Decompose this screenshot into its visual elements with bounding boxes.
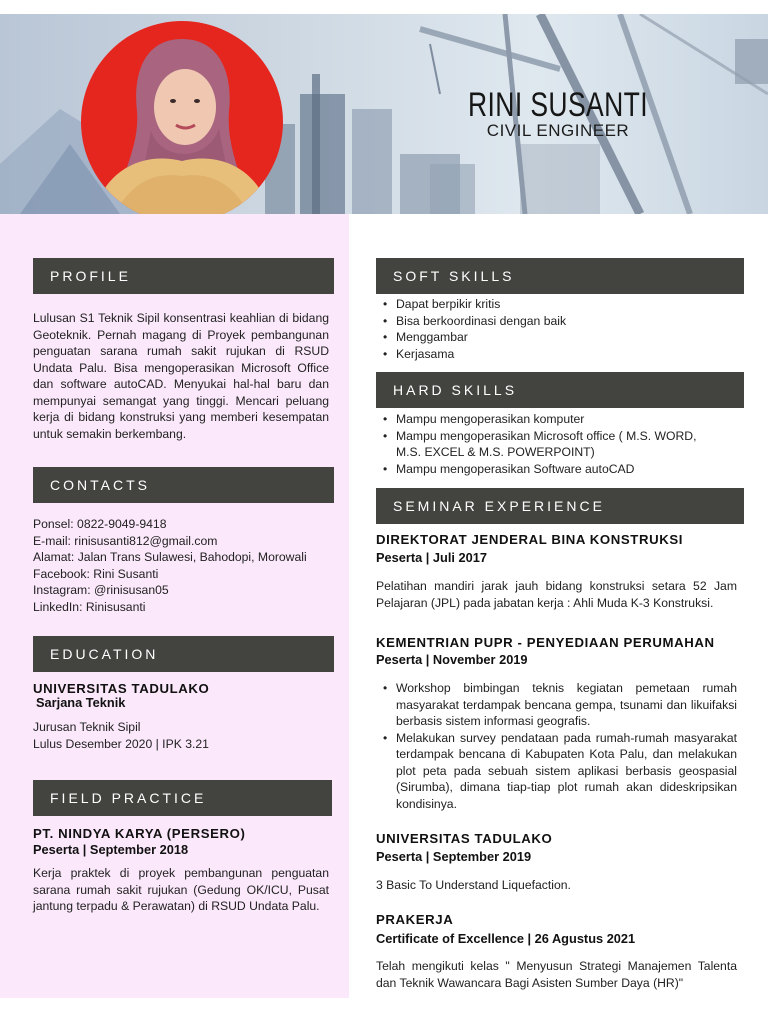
education-school: UNIVERSITAS TADULAKO: [33, 681, 210, 696]
education-degree: Sarjana Teknik: [36, 695, 126, 710]
hard-skills-list: [376, 411, 720, 477]
seminar-org-4: PRAKERJA: [376, 912, 454, 927]
list-item: • Workshop bimbingan teknis kegiatan pemetaan rumah masyarakat terdampak bencana gempa, tsunami dan likuifaksi berbasis sistem informasi geografis.: [376, 680, 737, 730]
hard-skills-heading: HARD SKILLS: [376, 372, 744, 408]
seminar-role-3: Peserta | September 2019: [376, 849, 532, 864]
person-name: RINI SUSANTI: [467, 86, 649, 124]
education-heading: EDUCATION: [33, 636, 334, 672]
seminar-text-4: Telah mengikuti kelas " Menyusun Strategi Manajemen Talenta dan Teknik Wawancara Bagi Asisten Sumber Daya (HR)": [376, 959, 737, 990]
contact-linkedin: LinkedIn: Rinisusanti: [33, 599, 146, 614]
field-practice-heading: FIELD PRACTICE: [33, 780, 332, 816]
header-banner: [0, 14, 768, 214]
contact-instagram: Instagram: @rinisusan05: [33, 583, 169, 597]
contact-facebook: Facebook: Rini Susanti: [33, 566, 159, 581]
list-item: • Melakukan survey pendataan pada rumah-rumah masyarakat terdampak bencana di Kabupaten Kota Palu, dan melakukan plot peta pada sebuah sistem aplikasi berbasis geospasial (Sirumba), dimana tiap-tiap plot rumah akan dideskripsikan kondisinya.: [376, 730, 737, 813]
list-item: • Mampu mengoperasikan Software autoCAD: [376, 461, 720, 478]
education-graduation: Lulus Desember 2020 | IPK 3.21: [33, 736, 209, 751]
soft-skills-list: [376, 296, 742, 362]
list-item: • Menggambar: [376, 329, 742, 346]
field-practice-org: PT. NINDYA KARYA (PERSERO): [33, 826, 246, 841]
seminar-org-2: KEMENTRIAN PUPR - PENYEDIAAN PERUMAHAN: [376, 635, 715, 650]
contact-phone: Ponsel: 0822-9049-9418: [33, 517, 167, 531]
list-item: • Kerjasama: [376, 346, 742, 363]
seminar-org-1: DIREKTORAT JENDERAL BINA KONSTRUKSI: [376, 532, 683, 547]
profile-photo: [81, 21, 283, 214]
seminar-role-2: Peserta | November 2019: [376, 652, 528, 667]
seminar-role-4: Certificate of Excellence | 26 Agustus 2021: [376, 931, 636, 946]
education-major: Jurusan Teknik Sipil: [33, 720, 141, 734]
contact-email: E-mail: rinisusanti812@gmail.com: [33, 533, 218, 548]
contacts-heading: CONTACTS: [33, 467, 334, 503]
education-details: [33, 719, 333, 752]
seminar-text-1: Pelatihan mandiri jarak jauh bidang konstruksi setara 52 Jam Pelajaran (JPL) pada jabatan kerja : Ahli Muda K-3 Konstruksi.: [376, 579, 737, 610]
list-item: • Mampu mengoperasikan komputer: [376, 411, 720, 428]
list-item: • Mampu mengoperasikan Microsoft office ( M.S. WORD, M.S. EXCEL & M.S. POWERPOINT): [376, 428, 720, 461]
field-practice-role: Peserta | September 2018: [33, 842, 189, 857]
list-item: • Dapat berpikir kritis: [376, 296, 742, 313]
profile-text: Lulusan S1 Teknik Sipil konsentrasi keahlian di bidang Geoteknik. Pernah magang di Proyek pembangunan penguatan sarana rumah sakit rujukan di RSUD Undata Palu. Bisa mengoperasikan Microsoft Office dan software autoCAD. Menyukai hal-hal baru dan mempunyai semangat yang tinggi. Mencari peluang kerja di bidang konstruksi yang memberi kesempatan untuk semakin berkembang.: [33, 311, 329, 441]
seminar-role-1: Peserta | Juli 2017: [376, 550, 488, 565]
seminar-items-2: [376, 680, 737, 812]
field-practice-text: Kerja praktek di proyek pembangunan penguatan sarana rumah sakit rujukan (Gedung OK/ICU, Pusat jantung terpadu & Perawatan) di RSUD Undata Palu.: [33, 866, 329, 913]
contacts-list: [33, 516, 333, 615]
soft-skills-heading: SOFT SKILLS: [376, 258, 744, 294]
job-title: CIVIL ENGINEER: [486, 121, 630, 140]
seminar-org-3: UNIVERSITAS TADULAKO: [376, 831, 553, 846]
list-item: • Bisa berkoordinasi dengan baik: [376, 313, 742, 330]
profile-heading: PROFILE: [33, 258, 334, 294]
contact-address: Alamat: Jalan Trans Sulawesi, Bahodopi, Morowali: [33, 550, 307, 564]
seminar-text-3: 3 Basic To Understand Liquefaction.: [376, 878, 571, 892]
seminar-heading: SEMINAR EXPERIENCE: [376, 488, 744, 524]
